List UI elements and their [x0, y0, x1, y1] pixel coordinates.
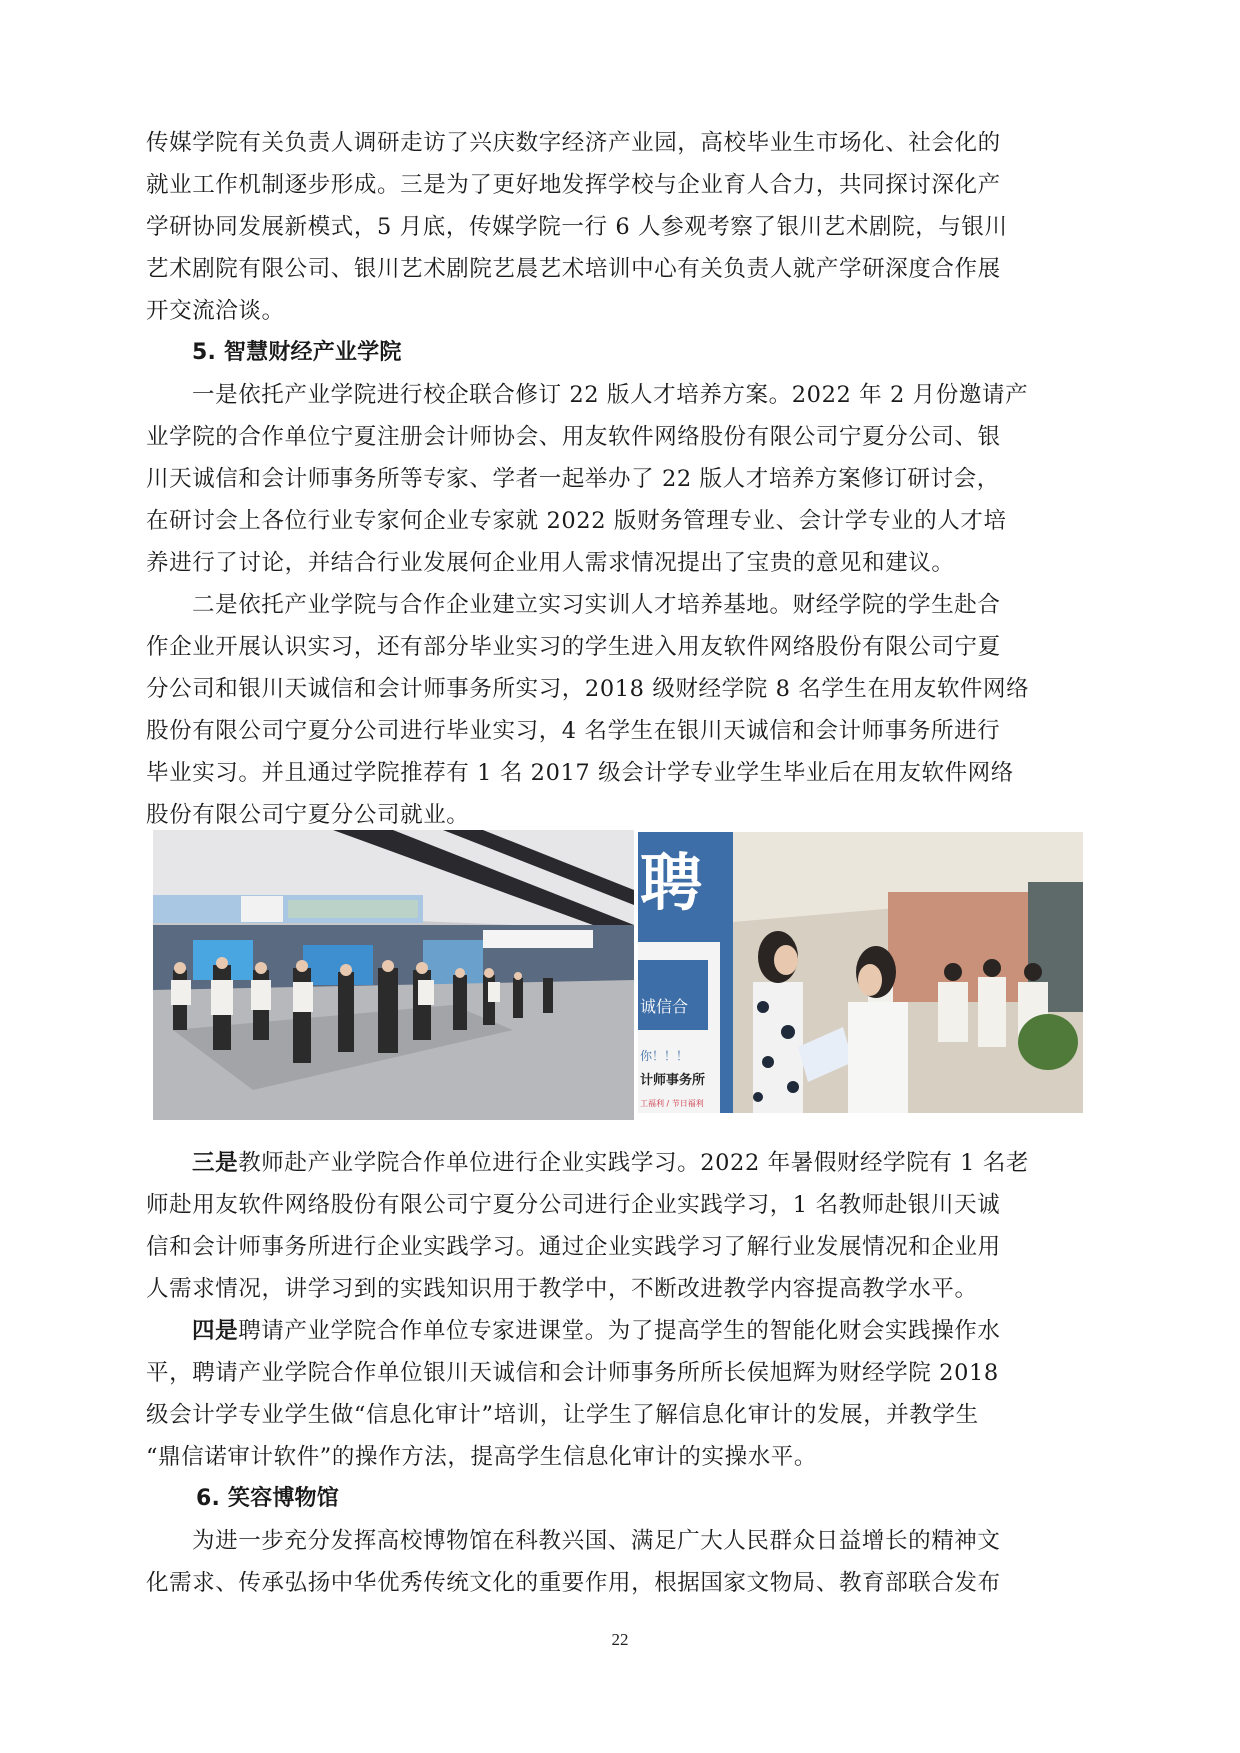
text-line [146, 1142, 1090, 1184]
text-line: 在研讨会上各位行业专家何企业专家就 2022 版财务管理专业、会计学专业的人才培 [146, 508, 1007, 534]
section-heading: 6. 笑容博物馆 [196, 1486, 339, 1511]
paragraph-media-college [146, 122, 1090, 332]
text-line: 师赴用友软件网络股份有限公司宁夏分公司进行企业实践学习，1 名教师赴银川天诚 [146, 1192, 1001, 1218]
text-line: 股份有限公司宁夏分公司就业。 [146, 802, 470, 828]
text-line: 为进一步充分发挥高校博物馆在科教兴国、满足广大人民群众日益增长的精神文 [192, 1528, 1001, 1554]
text-line: 就业工作机制逐步形成。三是为了更好地发挥学校与企业育人合力，共同探讨深化产 [146, 172, 1001, 198]
text-line: 平，聘请产业学院合作单位银川天诚信和会计师事务所所长侯旭辉为财经学院 2018 [146, 1360, 999, 1386]
text-line [146, 1310, 1090, 1352]
text-line: 养进行了讨论，并结合行业发展何企业用人需求情况提出了宝贵的意见和建议。 [146, 550, 955, 576]
paragraph-lead: 三是 [192, 1150, 239, 1176]
text-line: 信和会计师事务所进行企业实践学习。通过企业实践学习了解行业发展情况和企业用 [146, 1234, 1001, 1260]
paragraph-museum [146, 1520, 1090, 1604]
text-line: 分公司和银川天诚信和会计师事务所实习，2018 级财经学院 8 名学生在用友软件网络 [146, 676, 1030, 702]
paragraph-3 [146, 1142, 1090, 1310]
recruitment-photo-image [638, 832, 1083, 1113]
text-line: 一是依托产业学院进行校企联合修订 22 版人才培养方案。2022 年 2 月份邀请产 [192, 382, 1029, 408]
text-line: 人需求情况，讲学习到的实践知识用于教学中，不断改进教学内容提高教学水平。 [146, 1276, 978, 1302]
section-heading: 5. 智慧财经产业学院 [192, 340, 402, 365]
page-number: 22 [611, 1630, 629, 1649]
text-line: 艺术剧院有限公司、银川艺术剧院艺晨艺术培训中心有关负责人就产学研深度合作展 [146, 256, 1001, 282]
paragraph-1 [146, 374, 1090, 584]
section-6-heading-block [146, 1478, 1090, 1520]
exhibition-photo-image [153, 830, 634, 1120]
paragraph-2 [146, 584, 1090, 836]
photo-exhibition-visit [153, 830, 634, 1120]
paragraph-text: 教师赴产业学院合作单位进行企业实践学习。2022 年暑假财经学院有 1 名老 [238, 1150, 1030, 1176]
banner-firm-name: 计师事务所 [640, 1073, 706, 1088]
text-line: 毕业实习。并且通过学院推荐有 1 名 2017 级会计学专业学生毕业后在用友软件网络 [146, 760, 1014, 786]
text-line: 学研协同发展新模式，5 月底，传媒学院一行 6 人参观考察了银川艺术剧院，与银川 [146, 214, 1008, 240]
banner-big-char: 聘 [640, 846, 703, 919]
paragraph-lead: 四是 [192, 1318, 239, 1344]
paragraph-4 [146, 1310, 1090, 1478]
text-line: 二是依托产业学院与合作企业建立实习实训人才培养基地。财经学院的学生赴合 [192, 592, 1001, 618]
text-line: 传媒学院有关负责人调研走访了兴庆数字经济产业园，高校毕业生市场化、社会化的 [146, 130, 1001, 156]
text-line: “鼎信诺审计软件”的操作方法，提高学生信息化审计的实操水平。 [146, 1444, 818, 1470]
text-line: 业学院的合作单位宁夏注册会计师协会、用友软件网络股份有限公司宁夏分公司、银 [146, 424, 1001, 450]
photo-recruitment-fair [638, 832, 1083, 1113]
banner-slogan: 你！！！ [640, 1049, 689, 1063]
text-line: 股份有限公司宁夏分公司进行毕业实习，4 名学生在银川天诚信和会计师事务所进行 [146, 718, 1001, 744]
text-line: 开交流洽谈。 [146, 298, 285, 324]
text-line: 川天诚信和会计师事务所等专家、学者一起举办了 22 版人才培养方案修订研讨会， [146, 466, 1000, 492]
text-line: 作企业开展认识实习，还有部分毕业实习的学生进入用友软件网络股份有限公司宁夏 [146, 634, 1001, 660]
banner-firm-logo: 诚信合 [640, 997, 689, 1016]
section-5-heading-block [146, 332, 1090, 374]
text-line: 化需求、传承弘扬中华优秀传统文化的重要作用，根据国家文物局、教育部联合发布 [146, 1570, 1001, 1596]
text-line: 级会计学专业学生做“信息化审计”培训，让学生了解信息化审计的发展，并教学生 [146, 1402, 979, 1428]
paragraph-text: 聘请产业学院合作单位专家进课堂。为了提高学生的智能化财会实践操作水 [238, 1318, 1001, 1344]
banner-benefits: 工福利 / 节日福利 [640, 1099, 704, 1108]
